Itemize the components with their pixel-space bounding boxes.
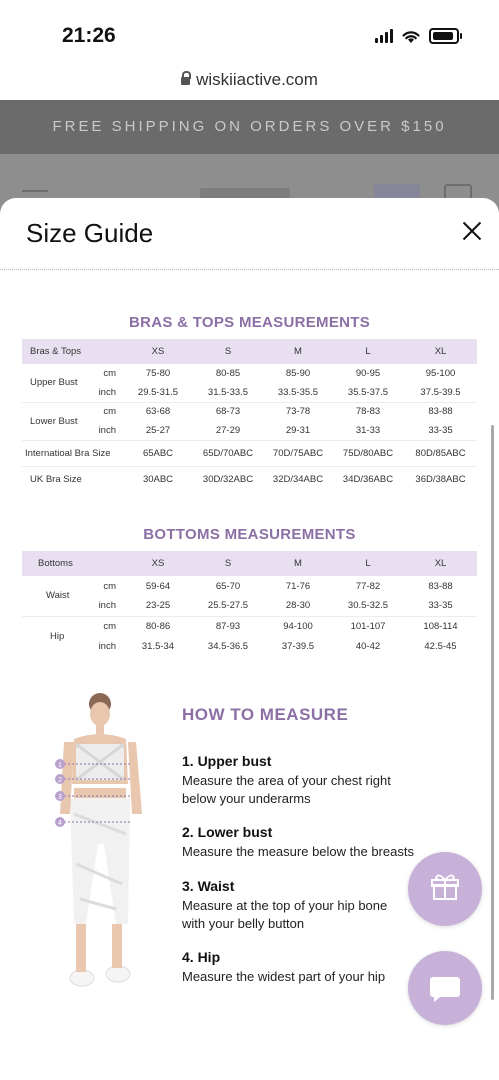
modal-title: Size Guide (26, 218, 154, 248)
battery-icon (429, 28, 459, 44)
gift-button[interactable] (408, 852, 482, 926)
table-cell: 31-33 (355, 424, 381, 436)
table-cell: 80-86 (124, 616, 192, 636)
header-cell: L (365, 346, 371, 357)
unit-cell: cm (103, 580, 116, 592)
measure-marker-3 (55, 791, 65, 801)
table-cell: 71-76 (285, 580, 311, 592)
header-cell: L (365, 558, 371, 569)
table-cell: 31.5-33.5 (207, 386, 249, 398)
step-title: 4. Hip (182, 949, 221, 965)
svg-text:4: 4 (58, 820, 62, 827)
svg-text:1: 1 (58, 762, 62, 769)
bras-tops-title: BRAS & TOPS MEASUREMENTS (128, 314, 371, 331)
svg-text:2: 2 (58, 777, 62, 784)
table-row (22, 440, 477, 466)
table-cell: 42.5-45 (424, 640, 457, 652)
status-bar (0, 0, 499, 70)
table-cell: 37-39.5 (281, 640, 315, 652)
header-cell: Bottoms (38, 558, 73, 569)
lock-icon (181, 77, 190, 85)
step-desc: Measure the measure below the breasts (182, 844, 414, 859)
table-cell: 90-95 (355, 368, 381, 379)
table-cell: 80D/85ABC (404, 440, 477, 466)
table-cell: 59-64 (145, 580, 171, 592)
table-header-row (22, 339, 477, 364)
table-cell: 108-114 (404, 616, 477, 636)
table-cell: 80-85 (215, 368, 241, 379)
unit-cell: inch (98, 640, 116, 652)
table-cell: 83-88 (404, 402, 477, 421)
unit-cell: cm (94, 616, 124, 636)
header-cell: XS (151, 558, 165, 569)
row-label: Waist (46, 590, 70, 602)
bottoms-title: BOTTOMS MEASUREMENTS (143, 526, 356, 543)
table-cell: 85-90 (285, 368, 311, 379)
table-cell: 75D/80ABC (332, 440, 404, 466)
signal-icon (375, 29, 393, 43)
step-title: 3. Waist (182, 878, 235, 894)
table-row (22, 364, 477, 383)
header-cell: XL (434, 346, 447, 357)
table-cell: 33-35 (428, 424, 453, 436)
step-desc: Measure the area of your chest right below your underarms (182, 773, 391, 806)
unit-cell: cm (103, 368, 116, 379)
svg-text:3: 3 (58, 794, 62, 801)
step-title: 1. Upper bust (182, 753, 272, 769)
model-figure (46, 684, 146, 994)
table-cell: 40-42 (355, 640, 381, 652)
bras-tops-table (22, 339, 477, 492)
table-cell: 78-83 (332, 402, 404, 421)
table-cell: 29.5-31.5 (137, 386, 179, 398)
table-cell: 33.5-35.5 (277, 386, 319, 398)
close-icon[interactable] (459, 218, 485, 244)
header-cell: XL (434, 558, 447, 569)
table-cell: 77-82 (355, 580, 381, 592)
table-cell: 83-88 (428, 580, 453, 592)
header-cell: S (224, 346, 232, 357)
table-cell: 33-35 (428, 600, 453, 612)
table-cell: 28-30 (285, 600, 311, 612)
size-guide-modal (0, 198, 499, 1080)
table-cell: 25-27 (145, 424, 171, 436)
header-cell: M (294, 558, 302, 569)
table-cell: 23-25 (145, 600, 171, 612)
url-text: wiskiiactive.com (196, 70, 318, 89)
table-cell: 70D/75ABC (264, 440, 332, 466)
measure-marker-2 (55, 774, 65, 784)
menu-icon (22, 190, 48, 192)
row-label: Internatioal Bra Size (22, 440, 124, 466)
table-cell: 65D/70ABC (192, 440, 264, 466)
how-to-measure-title: HOW TO MEASURE (182, 705, 349, 724)
table-cell: 87-93 (192, 616, 264, 636)
table-header-row (22, 551, 477, 576)
measure-marker-1 (55, 759, 65, 769)
table-cell: 34.5-36.5 (207, 640, 249, 652)
table-cell: 31.5-34 (141, 640, 175, 652)
table-row (22, 616, 477, 636)
step-title: 2. Lower bust (182, 824, 273, 840)
url-bar[interactable] (0, 70, 499, 100)
table-cell: 63-68 (124, 402, 192, 421)
header-cell: S (224, 558, 232, 569)
unit-cell: inch (98, 600, 116, 612)
table-row (22, 402, 477, 421)
row-label: Lower Bust (22, 402, 94, 440)
status-icons (375, 28, 459, 44)
modal-divider (0, 269, 499, 270)
unit-cell: inch (98, 386, 116, 398)
wifi-icon (401, 29, 421, 44)
uk-flag-icon (374, 184, 420, 198)
table-cell: 94-100 (264, 616, 332, 636)
header-cell: XS (151, 346, 165, 357)
step-desc: Measure at the top of your hip bone with your belly button (182, 898, 388, 931)
table-cell: 34D/36ABC (332, 466, 404, 492)
measure-marker-4 (55, 817, 65, 827)
unit-cell: cm (94, 402, 124, 421)
table-row (22, 576, 477, 596)
table-cell: 37.5-39.5 (420, 386, 461, 398)
table-cell: 35.5-37.5 (347, 386, 389, 398)
table-cell: 30D/32ABC (192, 466, 264, 492)
gift-icon (408, 852, 482, 926)
step-upper-bust (182, 753, 482, 808)
table-cell: 65ABC (124, 440, 192, 466)
table-cell: 36D/38ABC (404, 466, 477, 492)
row-label: Hip (22, 616, 94, 656)
table-cell: 73-78 (264, 402, 332, 421)
table-row (22, 466, 477, 492)
table-cell: 75-80 (145, 368, 171, 379)
header-cell: Bras & Tops (30, 346, 82, 357)
row-label: Upper Bust (30, 377, 78, 389)
chat-icon (408, 951, 482, 1025)
table-cell: 27-29 (215, 424, 241, 436)
header-cell: M (294, 346, 302, 357)
table-cell: 32D/34ABC (264, 466, 332, 492)
table-cell: 101-107 (332, 616, 404, 636)
table-cell: 30ABC (124, 466, 192, 492)
bottoms-table (22, 551, 477, 656)
status-time: 21:26 (62, 24, 116, 47)
scrollbar[interactable] (491, 425, 494, 1000)
step-desc: Measure the widest part of your hip (182, 969, 386, 984)
unit-cell: inch (98, 424, 116, 436)
shipping-banner: FREE SHIPPING ON ORDERS OVER $150 (0, 100, 499, 154)
row-label: UK Bra Size (22, 466, 124, 492)
chat-button[interactable] (408, 951, 482, 1025)
table-cell: 95-100 (425, 368, 456, 379)
table-cell: 29-31 (285, 424, 311, 436)
table-cell: 68-73 (192, 402, 264, 421)
table-cell: 30.5-32.5 (347, 600, 389, 612)
table-cell: 25.5-27.5 (207, 600, 249, 612)
table-cell: 65-70 (215, 580, 241, 592)
